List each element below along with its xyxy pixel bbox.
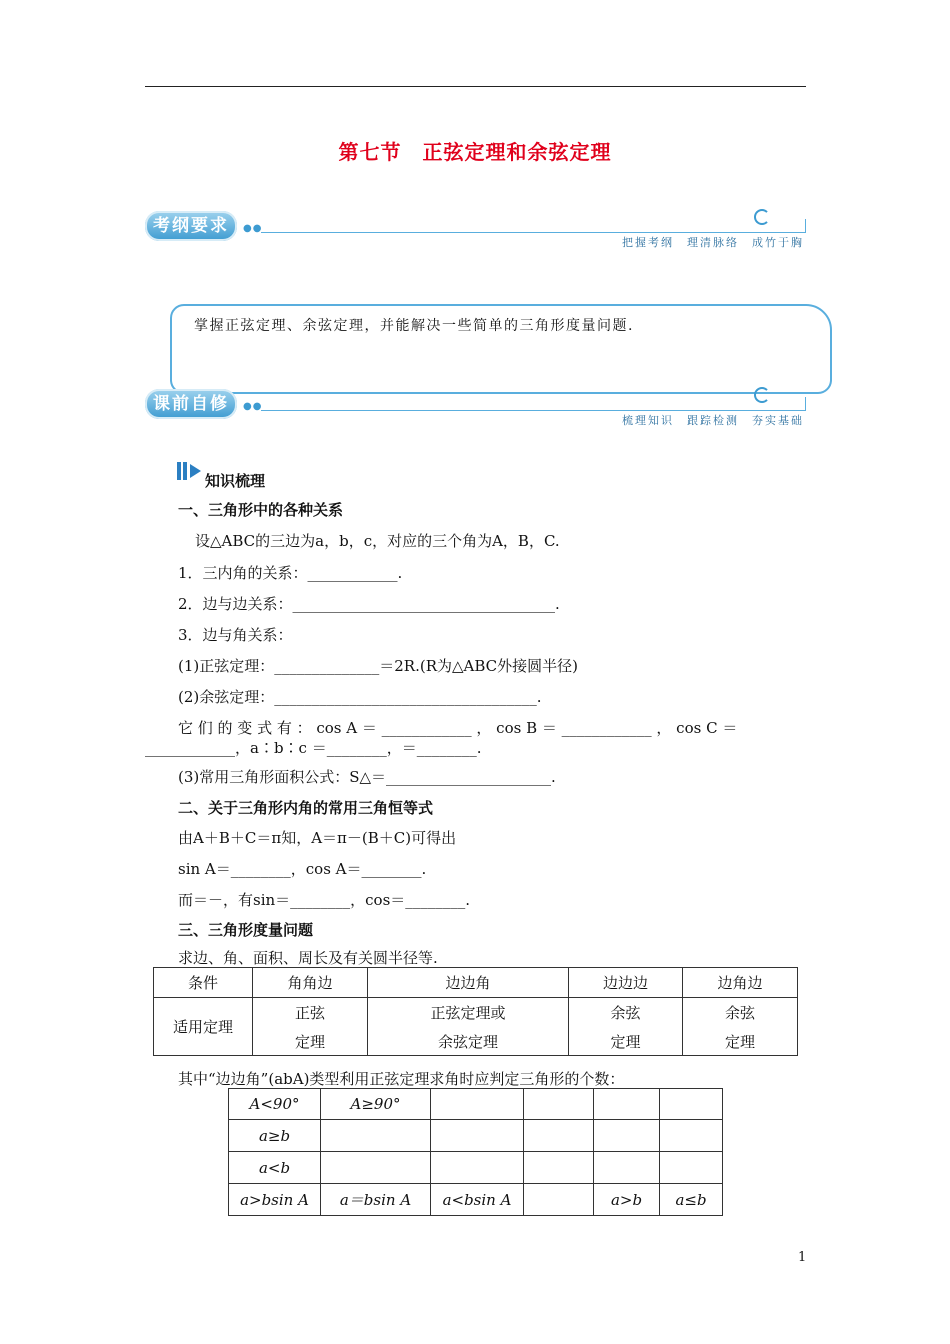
- banner-preview: [145, 389, 810, 427]
- table-cell: [594, 1089, 660, 1120]
- table-cell: [524, 1152, 594, 1184]
- section-1-heading: 一、三角形中的各种关系: [178, 501, 344, 519]
- cosine-law-line: (2)余弦定理：___________________________________.: [178, 688, 542, 706]
- sec1-intro: 设△ABC的三边为a，b，c，对应的三个角为A，B，C.: [195, 532, 560, 550]
- area-formula-line: (3)常用三角形面积公式：S△＝______________________.: [178, 768, 556, 786]
- knowledge-label: 知识梳理: [205, 472, 266, 490]
- table-header-cell: 边边角: [368, 968, 569, 998]
- table-cell: [594, 1152, 660, 1184]
- section-2-heading: 二、关于三角形内角的常用三角恒等式: [178, 799, 434, 817]
- variants-line-1: 它 们 的 变 式 有 ： cos A ＝ ____________ ， cos B ＝ ____________ ， cos C ＝: [178, 719, 738, 737]
- triangle-count-table: [228, 1088, 723, 1216]
- table-cell: a>b: [594, 1184, 660, 1216]
- requirement-text: 掌握正弦定理、余弦定理，并能解决一些简单的三角形度量问题.: [194, 318, 634, 334]
- sec1-line-3: 3．边与角关系：: [178, 626, 293, 644]
- table-cell: a＝bsin A: [321, 1184, 431, 1216]
- table-cell: [524, 1089, 594, 1120]
- banner-tags: 梳理知识 跟踪检测 夯实基础: [622, 414, 804, 427]
- dots-icon: ●●: [243, 401, 263, 412]
- knowledge-icon: [177, 461, 203, 481]
- dots-icon: ●●: [243, 223, 263, 234]
- table-header-cell: 边角边: [683, 968, 798, 998]
- sec1-line-2: 2．边与边关系：___________________________________.: [178, 595, 560, 613]
- table-cell: 余弦 定理: [569, 998, 683, 1056]
- table-cell: [321, 1120, 431, 1152]
- table-cell: [660, 1120, 723, 1152]
- sec3-line-2: 其中“边边角”(abA)类型利用正弦定理求角时应判定三角形的个数：: [178, 1070, 625, 1088]
- requirement-box: [170, 304, 832, 394]
- table-cell: 正弦定理或 余弦定理: [368, 998, 569, 1056]
- table-cell: [660, 1089, 723, 1120]
- table-cell: a>bsin A: [229, 1184, 321, 1216]
- table-cell: [431, 1089, 524, 1120]
- page-title: 第七节 正弦定理和余弦定理: [338, 140, 612, 164]
- table-cell: 余弦 定理: [683, 998, 798, 1056]
- page-number: 1: [798, 1250, 807, 1265]
- table-cell: [431, 1120, 524, 1152]
- theorem-table: [153, 967, 798, 1056]
- sec2-line-2: sin A＝________，cos A＝________.: [178, 860, 427, 878]
- table-row-label: 适用定理: [154, 998, 253, 1056]
- table-header-cell: 条件: [154, 968, 253, 998]
- table-cell: [524, 1120, 594, 1152]
- table-cell: A<90°: [229, 1089, 321, 1120]
- section-3-heading: 三、三角形度量问题: [178, 921, 314, 939]
- table-cell: A≥90°: [321, 1089, 431, 1120]
- table-cell: [321, 1152, 431, 1184]
- banner-tags: 把握考纲 理清脉络 成竹于胸: [622, 236, 804, 249]
- banner-exam-requirements: [145, 211, 810, 249]
- table-cell: a≤b: [660, 1184, 723, 1216]
- top-rule: [145, 86, 806, 87]
- table-cell: [431, 1152, 524, 1184]
- swirl-icon: [754, 387, 770, 403]
- table-cell: a<bsin A: [431, 1184, 524, 1216]
- table-cell: a≥b: [229, 1120, 321, 1152]
- sec2-line-1: 由A＋B＋C＝π知，A＝π－(B＋C)可得出: [178, 829, 457, 847]
- table-cell: 正弦 定理: [253, 998, 368, 1056]
- banner-badge: 课前自修: [145, 389, 237, 419]
- banner-badge: 考纲要求: [145, 211, 237, 241]
- table-cell: [524, 1184, 594, 1216]
- variants-line-2: ____________，a∶b∶c ＝________，＝________.: [145, 739, 482, 757]
- swirl-icon: [754, 209, 770, 225]
- sec3-line-1: 求边、角、面积、周长及有关圆半径等.: [178, 949, 438, 967]
- sine-law-line: (1)正弦定理：______________＝2R.(R为△ABC外接圆半径): [178, 657, 578, 675]
- table-header-cell: 边边边: [569, 968, 683, 998]
- sec2-line-3: 而＝－，有sin＝________，cos＝________.: [178, 891, 471, 909]
- table-cell: [594, 1120, 660, 1152]
- table-cell: a<b: [229, 1152, 321, 1184]
- table-cell: [660, 1152, 723, 1184]
- sec1-line-1: 1．三内角的关系：____________.: [178, 564, 403, 582]
- table-header-cell: 角角边: [253, 968, 368, 998]
